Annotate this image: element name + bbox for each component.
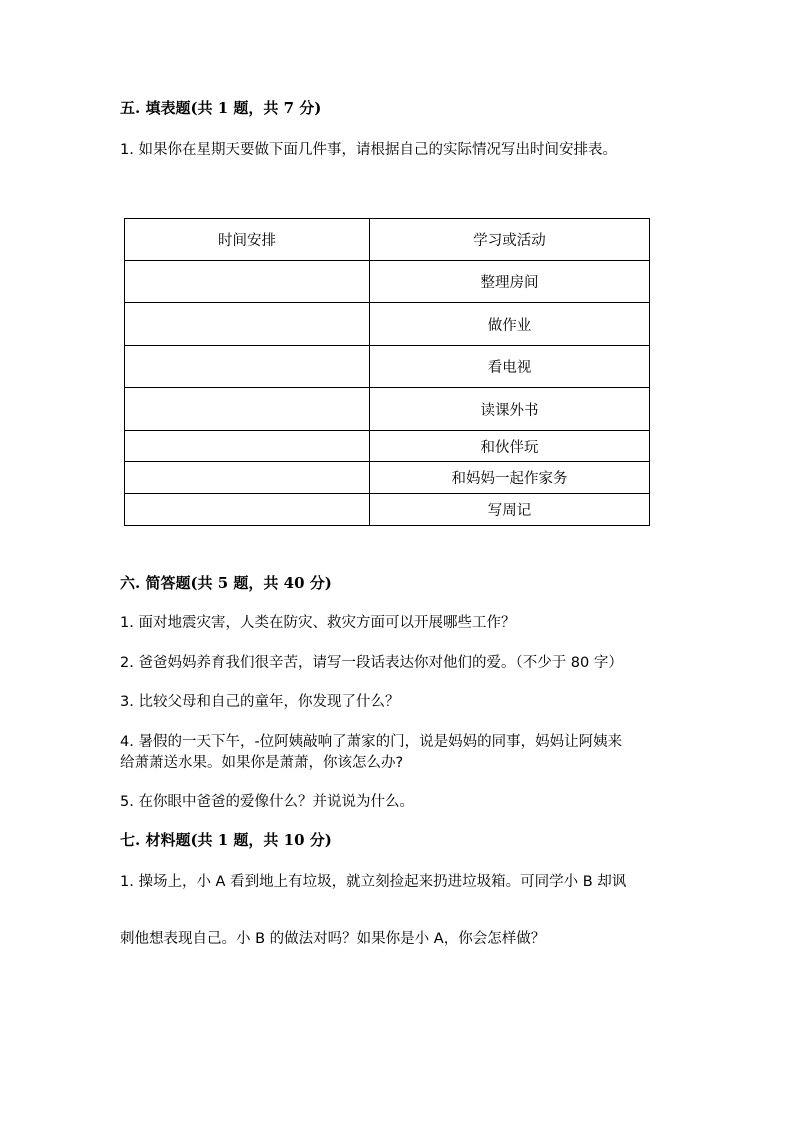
header-time: 时间安排 xyxy=(125,219,370,261)
time-cell[interactable] xyxy=(125,494,370,526)
table-row xyxy=(125,303,650,346)
time-cell[interactable] xyxy=(125,388,370,431)
time-cell[interactable] xyxy=(125,303,370,346)
activity-cell: 看电视 xyxy=(370,346,650,388)
table-row xyxy=(125,261,650,303)
section7-question-1-line2: 刺他想表现自己。小 B 的做法对吗？如果你是小 A，你会怎样做？ xyxy=(120,931,546,947)
activity-cell: 读课外书 xyxy=(370,388,650,431)
section7-question-1-line1: 1. 操场上，小 A 看到地上有垃圾，就立刻捡起来扔进垃圾箱。可同学小 B 却讽 xyxy=(120,874,627,890)
section6-question-4-line1: 4. 暑假的一天下午，-位阿姨敲响了萧家的门，说是妈妈的同事，妈妈让阿姨来 xyxy=(120,734,623,750)
section6-question-3: 3. 比较父母和自己的童年，你发现了什么？ xyxy=(120,694,400,710)
table-row xyxy=(125,494,650,526)
table-header-row xyxy=(125,219,650,261)
section7-heading: 七. 材料题(共 1 题，共 10 分) xyxy=(120,831,332,849)
section6-question-5: 5. 在你眼中爸爸的爱像什么？并说说为什么。 xyxy=(120,794,414,810)
activity-cell: 整理房间 xyxy=(370,261,650,303)
activity-cell: 和妈妈一起作家务 xyxy=(370,462,650,494)
activity-cell: 和伙伴玩 xyxy=(370,431,650,462)
table-row xyxy=(125,462,650,494)
section5-heading: 五. 填表题(共 1 题，共 7 分) xyxy=(120,99,322,117)
section6-heading: 六. 简答题(共 5 题，共 40 分) xyxy=(120,574,332,592)
table-row xyxy=(125,431,650,462)
section6-question-4-line2: 给萧萧送水果。如果你是萧萧，你该怎么办? xyxy=(120,755,404,771)
table-row xyxy=(125,388,650,431)
activity-cell: 做作业 xyxy=(370,303,650,346)
section5-question-1: 1. 如果你在星期天要做下面几件事，请根据自己的实际情况写出时间安排表。 xyxy=(120,142,617,158)
schedule-table xyxy=(124,218,650,526)
header-activity: 学习或活动 xyxy=(370,219,650,261)
section6-question-2: 2. 爸爸妈妈养育我们很辛苦，请写一段话表达你对他们的爱。（不少于 80 字） xyxy=(120,655,623,671)
time-cell[interactable] xyxy=(125,462,370,494)
time-cell[interactable] xyxy=(125,261,370,303)
activity-cell: 写周记 xyxy=(370,494,650,526)
section6-question-1: 1. 面对地震灾害，人类在防灾、救灾方面可以开展哪些工作？ xyxy=(120,615,516,631)
table-row xyxy=(125,346,650,388)
time-cell[interactable] xyxy=(125,431,370,462)
time-cell[interactable] xyxy=(125,346,370,388)
